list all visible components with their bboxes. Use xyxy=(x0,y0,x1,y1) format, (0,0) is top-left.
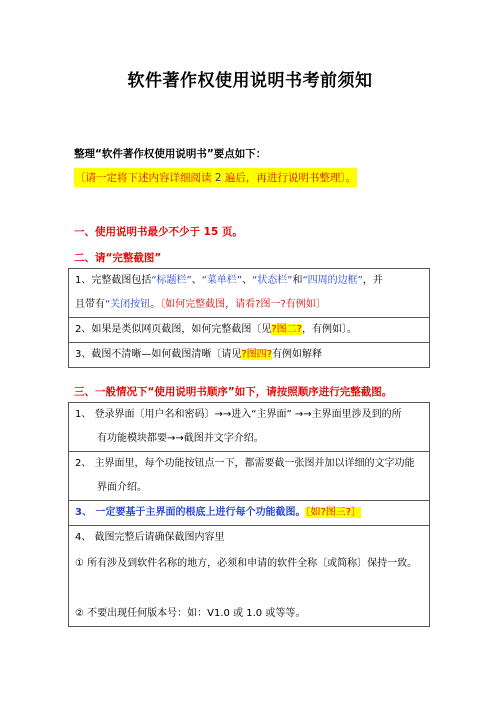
figure-4-link[interactable]: ?图四? xyxy=(241,349,272,360)
conjunction: 和 xyxy=(292,275,303,286)
figure-3-link[interactable]: 〔如?图三?〕 xyxy=(305,507,362,518)
figure-1-link[interactable]: 〔如何完整截图，请看?图一?有例如〕 xyxy=(160,299,326,310)
order-2-line2: 界面介绍。 xyxy=(97,482,147,493)
rule-1-suffix: ，并 xyxy=(362,275,383,286)
separator: 、 xyxy=(242,275,253,286)
order-4-text: 4、 截图完整后请确保截图内容里 xyxy=(75,532,225,543)
reading-note xyxy=(74,168,357,187)
intro-text: 整理“软件著作权使用说明书”要点如下： xyxy=(74,148,267,160)
rule-3-suffix: 有例如解释 xyxy=(272,349,322,360)
rule-1-prefix: 1、完整截图包括 xyxy=(75,275,152,286)
rule-1-line2-prefix: 且带有 xyxy=(75,299,105,310)
order-1-line2: 有功能模块都要→→截图并文字介绍。 xyxy=(97,433,264,444)
requirement-item-1: ① 所有涉及到软件名称的地方，必须和申请的软件全称〔或简称〕保持一致。 xyxy=(75,558,418,569)
note-part2: 遍后，再进行说明书整理〕。 xyxy=(221,172,357,184)
order-row-3 xyxy=(69,500,429,525)
section-3-heading: 三、一般情况下“使用说明书顺序”如下，请按照顺序进行完整截图。 xyxy=(74,386,393,398)
order-row-1 xyxy=(69,403,429,451)
rule-row-3 xyxy=(69,342,429,367)
rule-row-2 xyxy=(69,317,429,342)
period: 。 xyxy=(150,299,161,310)
rule-2-suffix: ，有例如〕。 xyxy=(302,324,357,335)
order-row-4 xyxy=(69,525,429,626)
section-2-heading: 二、请“完整截图” xyxy=(74,252,162,264)
border-term: “四周的边框” xyxy=(302,275,363,286)
title-bar-term: “标题栏” xyxy=(151,275,192,286)
note-number: 2 xyxy=(214,172,222,184)
rule-row-1 xyxy=(69,269,429,317)
menu-bar-term: “菜单栏” xyxy=(201,275,243,286)
order-row-2 xyxy=(69,451,429,500)
status-bar-term: “状态栏” xyxy=(252,275,293,286)
rule-2-prefix: 2、如果是类似网页截图，如何完整截图〔见 xyxy=(75,324,272,335)
rule-3-prefix: 3、截图不清晰—如何截图清晰〔请见 xyxy=(75,349,242,360)
order-1-line1: 1、 登录界面〔用户名和密码〕→→进入“主界面” →→主界面里涉及到的所 xyxy=(75,409,402,420)
section-1-heading: 一、使用说明书最少不少于 15 页。 xyxy=(74,226,243,238)
figure-2-link[interactable]: ?图二? xyxy=(271,324,302,335)
requirement-item-2: ② 不要出现任何版本号：如：V1.0 或 1.0 或等等。 xyxy=(75,608,306,619)
screenshot-rules-box xyxy=(68,268,430,368)
page-title: 软件著作权使用说明书考前须知 xyxy=(127,71,373,91)
close-button-term: “关闭按钮 xyxy=(105,299,151,310)
order-rules-box xyxy=(68,402,430,627)
order-2-line1: 2、 主界面里，每个功能按钮点一下，都需要截一张图并加以详细的文字功能 xyxy=(75,458,415,469)
note-part1: 〔请一定将下述内容详细阅读 xyxy=(75,172,215,184)
separator: 、 xyxy=(191,275,202,286)
order-3-text: 3、 一定要基于主界面的根底上进行每个功能截图。 xyxy=(75,507,306,518)
